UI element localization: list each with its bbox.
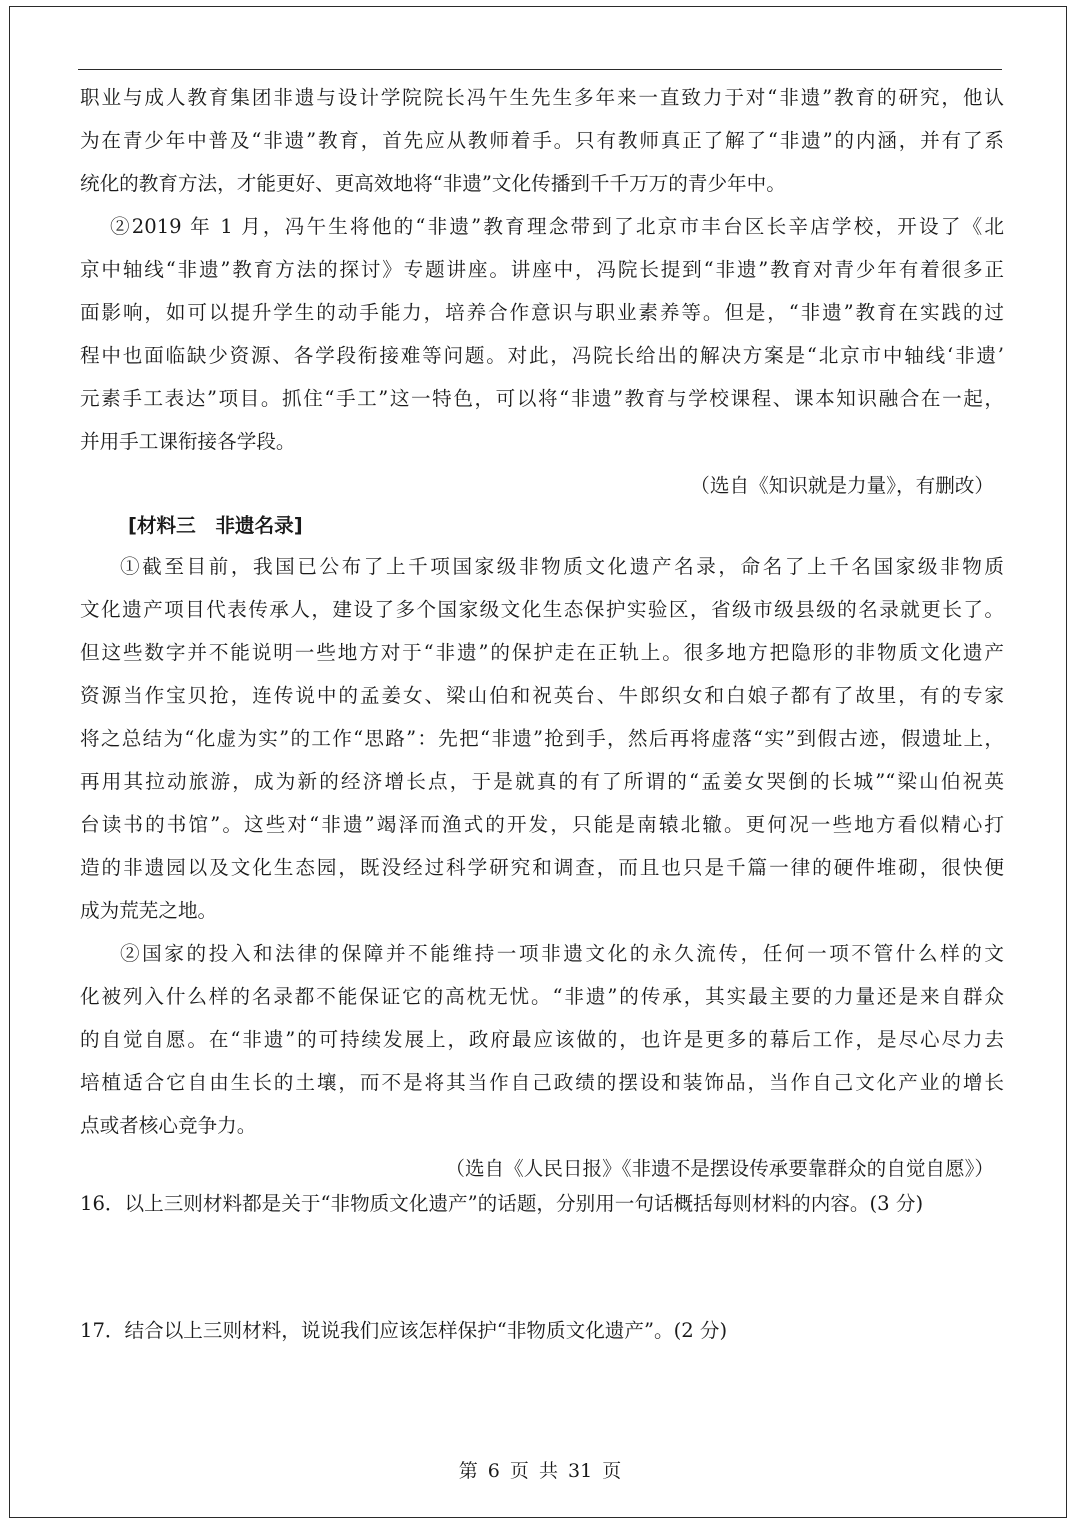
paragraph-line: 统化的教育方法，才能更好、更高效地将“非遗”文化传播到千千万万的青少年中。: [80, 172, 786, 195]
question-17: 17．结合以上三则材料，说说我们应该怎样保护“非物质文化遗产”。(2 分): [80, 1319, 728, 1342]
paragraph-line: 成为荒芜之地。: [80, 899, 218, 922]
paragraph-line: 面影响，如可以提升学生的动手能力，培养合作意识与职业素养等。但是，“非遗”教育在实践的过: [80, 301, 1004, 324]
paragraph-line: 化被列入什么样的名录都不能保证它的高枕无忧。“非遗”的传承，其实最主要的力量还是来自群众: [80, 985, 1004, 1008]
paragraph-line: 资源当作宝贝抢，连传说中的孟姜女、梁山伯和祝英台、牛郎织女和白娘子都有了故里，有的专家: [80, 684, 1004, 707]
page-number-footer: 第 6 页 共 31 页: [458, 1460, 622, 1482]
paragraph-line: 但这些数字并不能说明一些地方对于“非遗”的保护走在正轨上。很多地方把隐形的非物质文化遗产: [80, 641, 1004, 664]
paragraph-line: 造的非遗园以及文化生态园，既没经过科学研究和调查，而且也只是千篇一律的硬件堆砌，很快便: [80, 856, 1004, 879]
paragraph-line: 培植适合它自由生长的土壤，而不是将其当作自己政绩的摆设和装饰品，当作自己文化产业的增长: [80, 1071, 1004, 1094]
paragraph-line: ①截至目前，我国已公布了上千项国家级非物质文化遗产名录，命名了上千名国家级非物质: [120, 555, 1004, 578]
source-citation: （选自《人民日报》《非遗不是摆设传承要靠群众的自觉自愿》）: [445, 1157, 994, 1180]
section-heading: [材料三 非遗名录]: [128, 514, 303, 537]
paragraph-line: 台读书的书馆”。这些对“非遗”竭泽而渔式的开发，只能是南辕北辙。更何况一些地方看似精心打: [80, 813, 1004, 836]
question-16: 16．以上三则材料都是关于“非物质文化遗产”的话题，分别用一句话概括每则材料的内容。(3 分): [80, 1192, 924, 1215]
paragraph-line: 元素手工表达”项目。抓住“手工”这一特色，可以将“非遗”教育与学校课程、课本知识融合在一起，: [80, 387, 1004, 410]
paragraph-line: 京中轴线“非遗”教育方法的探讨》专题讲座。讲座中，冯院长提到“非遗”教育对青少年有着很多正: [80, 258, 1004, 281]
paragraph-line: 文化遗产项目代表传承人，建设了多个国家级文化生态保护实验区，省级市级县级的名录就更长了。: [80, 598, 1004, 621]
header-rule: [78, 69, 1002, 70]
paragraph-line: ②2019 年 1 月，冯午生将他的“非遗”教育理念带到了北京市丰台区长辛店学校，开设了《北: [110, 215, 1004, 238]
source-citation: （选自《知识就是力量》，有删改）: [690, 474, 994, 497]
paragraph-line: 的自觉自愿。在“非遗”的可持续发展上，政府最应该做的，也许是更多的幕后工作，是尽心尽力去: [80, 1028, 1004, 1051]
paragraph-line: 点或者核心竞争力。: [80, 1114, 257, 1137]
paragraph-line: 将之总结为“化虚为实”的工作“思路”：先把“非遗”抢到手，然后再将虚落“实”到假古迹，假遗址上，: [80, 727, 1004, 750]
paragraph-line: 程中也面临缺少资源、各学段衔接难等问题。对此，冯院长给出的解决方案是“北京市中轴线‘非遗’: [80, 344, 1004, 367]
paragraph-line: ②国家的投入和法律的保障并不能维持一项非遗文化的永久流传，任何一项不管什么样的文: [120, 942, 1004, 965]
paragraph-line: 职业与成人教育集团非遗与设计学院院长冯午生先生多年来一直致力于对“非遗”教育的研究，他认: [80, 86, 1004, 109]
paragraph-line: 再用其拉动旅游，成为新的经济增长点，于是就真的有了所谓的“孟姜女哭倒的长城”“梁山伯祝英: [80, 770, 1004, 793]
paragraph-line: 为在青少年中普及“非遗”教育，首先应从教师着手。只有教师真正了解了“非遗”的内涵，并有了系: [80, 129, 1004, 152]
paragraph-line: 并用手工课衔接各学段。: [80, 430, 296, 453]
